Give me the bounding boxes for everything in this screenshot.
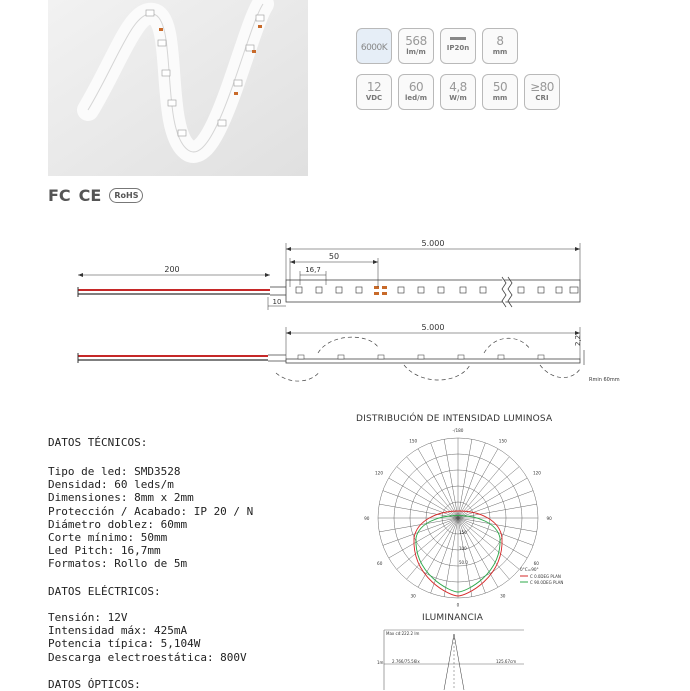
polar-angle-label: 120 bbox=[375, 470, 384, 476]
polar-angle-label: 60 bbox=[377, 561, 383, 567]
badge-value: 12 bbox=[366, 80, 382, 94]
polar-intensity-chart bbox=[364, 428, 570, 610]
elec-spec-line: Potencia típica: 5,104W bbox=[48, 637, 201, 651]
dim-200: 200 bbox=[164, 265, 180, 274]
spec-badge bbox=[398, 28, 434, 64]
optic-section-title: DATOS ÓPTICOS: bbox=[48, 678, 141, 691]
badge-value: 50 bbox=[492, 80, 508, 94]
rohs-logo: RoHS bbox=[109, 188, 143, 203]
dim-50: 50 bbox=[328, 252, 340, 261]
spec-badge bbox=[440, 74, 476, 110]
dim-5000-top: 5.000 bbox=[421, 239, 445, 248]
legend-header: 0°C=90° bbox=[520, 567, 539, 572]
ce-logo: CE bbox=[78, 185, 102, 205]
tech-spec-line: Formatos: Rollo de 5m bbox=[48, 557, 188, 571]
polar-radial-label: 50.0 bbox=[459, 560, 468, 565]
ip-rating-icon bbox=[450, 37, 466, 40]
polar-angle-label: 90 bbox=[364, 516, 370, 521]
badge-value: ≥80 bbox=[530, 80, 554, 94]
badge-unit: VDC bbox=[365, 94, 383, 102]
illuminance-chart bbox=[376, 626, 528, 690]
illum-top-text: Max cd:222.2 lm bbox=[386, 631, 420, 636]
polar-angle-label: 30 bbox=[410, 593, 416, 599]
badge-value: 8 bbox=[496, 34, 504, 48]
tech-spec-line: Corte mínimo: 50mm bbox=[48, 531, 168, 544]
elec-section-title: DATOS ELÉCTRICOS: bbox=[48, 585, 161, 598]
tech-section-title: DATOS TÉCNICOS: bbox=[48, 436, 148, 449]
certification-logos bbox=[48, 183, 143, 207]
polar-angle-label: 150 bbox=[498, 438, 507, 444]
polar-radial-label: 150 bbox=[459, 530, 467, 535]
badge-unit: lm/m bbox=[406, 48, 426, 56]
badge-unit: W/m bbox=[449, 94, 467, 102]
technical-drawing bbox=[0, 225, 690, 390]
polar-angle-label: -/180 bbox=[452, 428, 464, 433]
elec-spec-line: Descarga electroestática: 800V bbox=[48, 650, 247, 664]
polar-chart-title: DISTRIBUCIÓN DE INTENSIDAD LUMINOSA bbox=[356, 414, 553, 424]
badge-value: 6000K bbox=[360, 43, 388, 53]
illum-chart-title: ILUMINANCIA bbox=[422, 613, 484, 623]
badge-value: 4,8 bbox=[449, 80, 467, 94]
dim-16-7: 16,7 bbox=[305, 266, 321, 274]
badge-unit: CRI bbox=[535, 94, 549, 102]
led-strip-illustration bbox=[48, 0, 308, 176]
polar-angle-label: 0 bbox=[456, 602, 460, 608]
tech-spec-line: Diámetro doblez: 60mm bbox=[48, 517, 188, 531]
spec-badge bbox=[482, 28, 518, 64]
fc-logo: FC bbox=[48, 185, 71, 205]
spec-badge bbox=[398, 74, 434, 110]
dim-10: 10 bbox=[272, 298, 282, 306]
legend-red: C 0.0DEG PLAN bbox=[530, 574, 561, 579]
tech-spec-line: Tipo de led: SMD3528 bbox=[48, 465, 181, 478]
tech-spec-line: Protección / Acabado: IP 20 / N bbox=[48, 504, 254, 518]
polar-angle-label: 120 bbox=[532, 470, 541, 476]
spec-badge bbox=[356, 28, 392, 64]
tech-spec-line: Dimensiones: 8mm x 2mm bbox=[48, 491, 194, 505]
spec-badge bbox=[524, 74, 560, 110]
polar-angle-label: 150 bbox=[409, 438, 418, 444]
spec-badge bbox=[440, 28, 476, 64]
tech-spec-line: Densidad: 60 leds/m bbox=[48, 478, 174, 492]
badge-unit: IP20n bbox=[446, 44, 470, 52]
polar-angle-label: 60 bbox=[533, 561, 539, 567]
polar-angle-label: 90 bbox=[546, 516, 552, 521]
elec-spec-line: Tensión: 12V bbox=[48, 611, 128, 624]
spec-badge bbox=[482, 74, 518, 110]
spec-badge bbox=[356, 74, 392, 110]
illum-side-label: 1m bbox=[377, 660, 384, 665]
illum-left-val: 2.766/75.56lx bbox=[392, 659, 420, 664]
badge-unit: mm bbox=[492, 94, 508, 102]
illum-right-val: 125.67cm bbox=[496, 659, 517, 664]
dim-5000-bottom: 5.000 bbox=[421, 323, 445, 332]
polar-angle-label: 30 bbox=[500, 593, 506, 599]
legend-green: C 90.0DEG PLAN bbox=[530, 580, 564, 585]
elec-spec-line: Intensidad máx: 425mA bbox=[48, 624, 188, 638]
tech-spec-line: Led Pitch: 16,7mm bbox=[48, 544, 161, 558]
dim-2-2: 2,2 bbox=[574, 334, 582, 346]
badge-unit: mm bbox=[492, 48, 508, 56]
badge-value: 568 bbox=[405, 34, 427, 48]
polar-radial-label: 100 bbox=[459, 546, 467, 551]
product-photo bbox=[48, 0, 308, 176]
badge-unit: led/m bbox=[404, 94, 427, 102]
bend-radius-note: Rmin 60mm bbox=[589, 377, 620, 383]
badge-value: 60 bbox=[408, 80, 424, 94]
